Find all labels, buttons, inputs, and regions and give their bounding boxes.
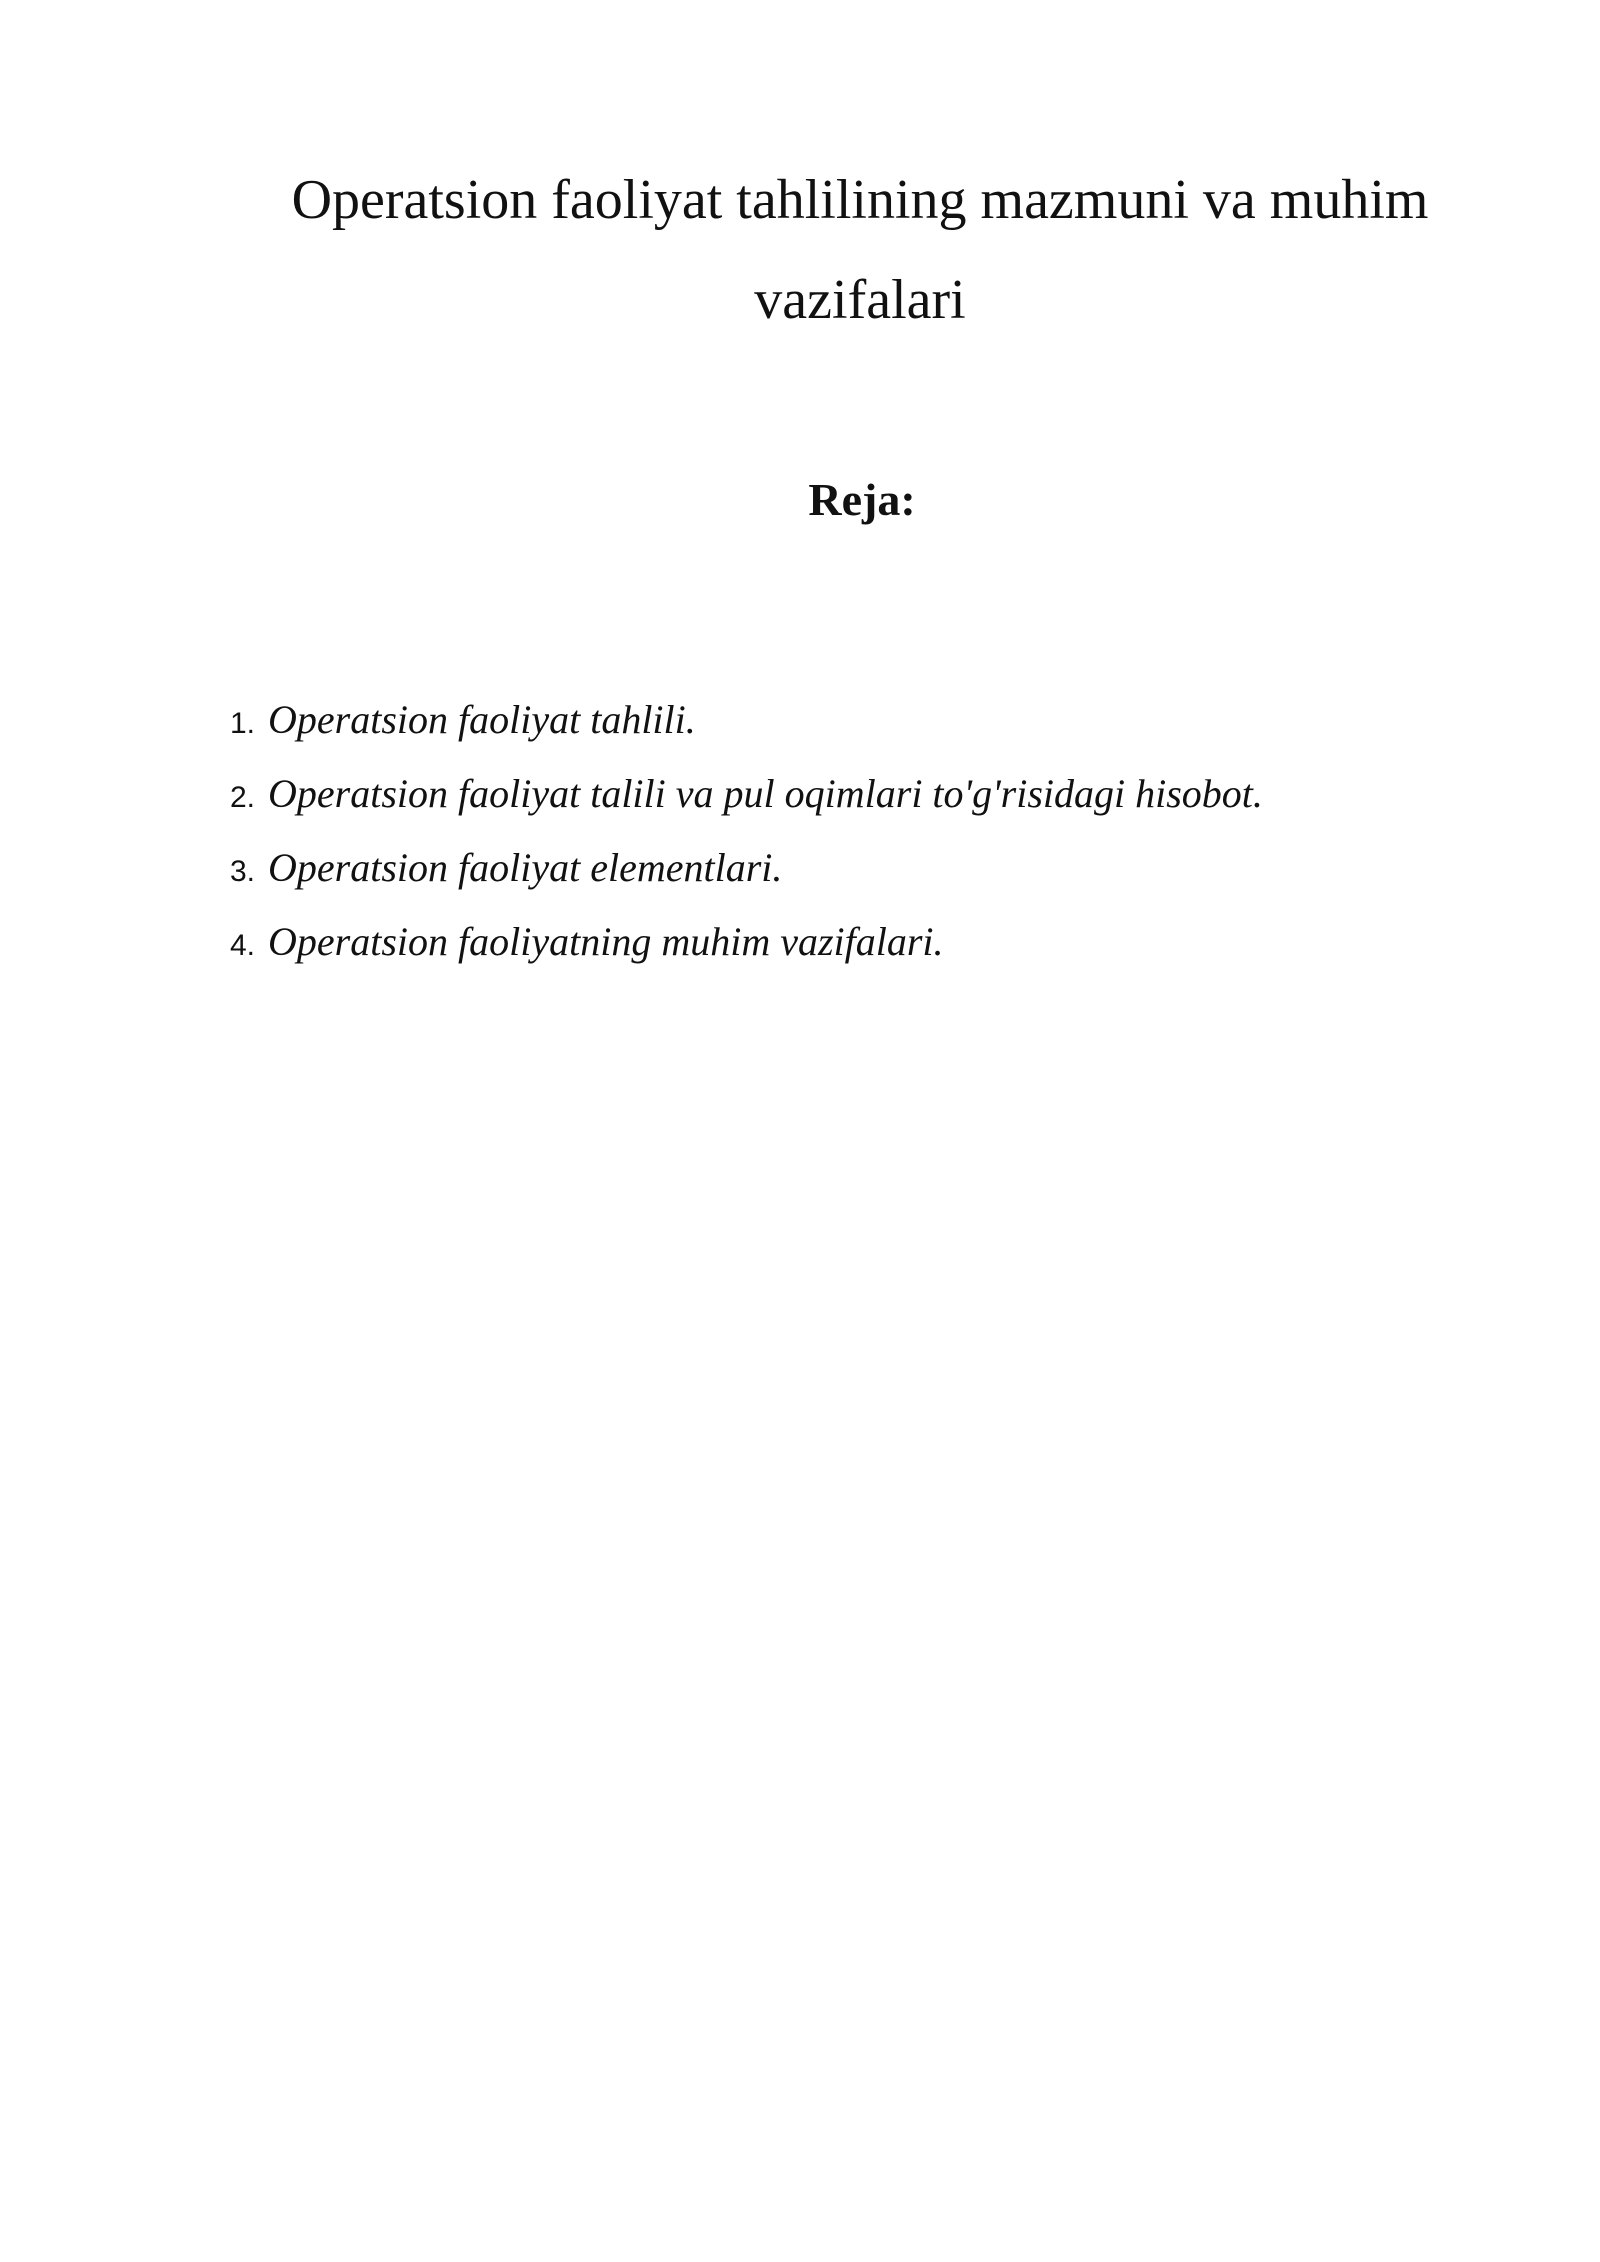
plan-item-number: 3. xyxy=(230,855,256,888)
plan-item xyxy=(230,831,1530,905)
plan-item-text: Operatsion faoliyatning muhim vazifalari. xyxy=(268,919,944,964)
plan-list xyxy=(230,683,1530,979)
document-title: Operatsion faoliyat tahlilining mazmuni va muhim vazifalari xyxy=(291,169,1429,331)
plan-item-text: Operatsion faoliyat tahlili. xyxy=(268,697,696,742)
plan-heading: Reja: xyxy=(808,474,916,525)
plan-item xyxy=(230,905,1530,979)
plan-item xyxy=(230,757,1530,831)
plan-item-text: Operatsion faoliyat talili va pul oqimlari to'g'risidagi hisobot. xyxy=(268,771,1263,816)
plan-item-number: 1. xyxy=(230,707,256,740)
plan-item-text: Operatsion faoliyat elementlari. xyxy=(268,845,783,890)
plan-item-number: 2. xyxy=(230,781,256,814)
plan-item xyxy=(230,683,1530,757)
plan-item-number: 4. xyxy=(230,929,256,962)
